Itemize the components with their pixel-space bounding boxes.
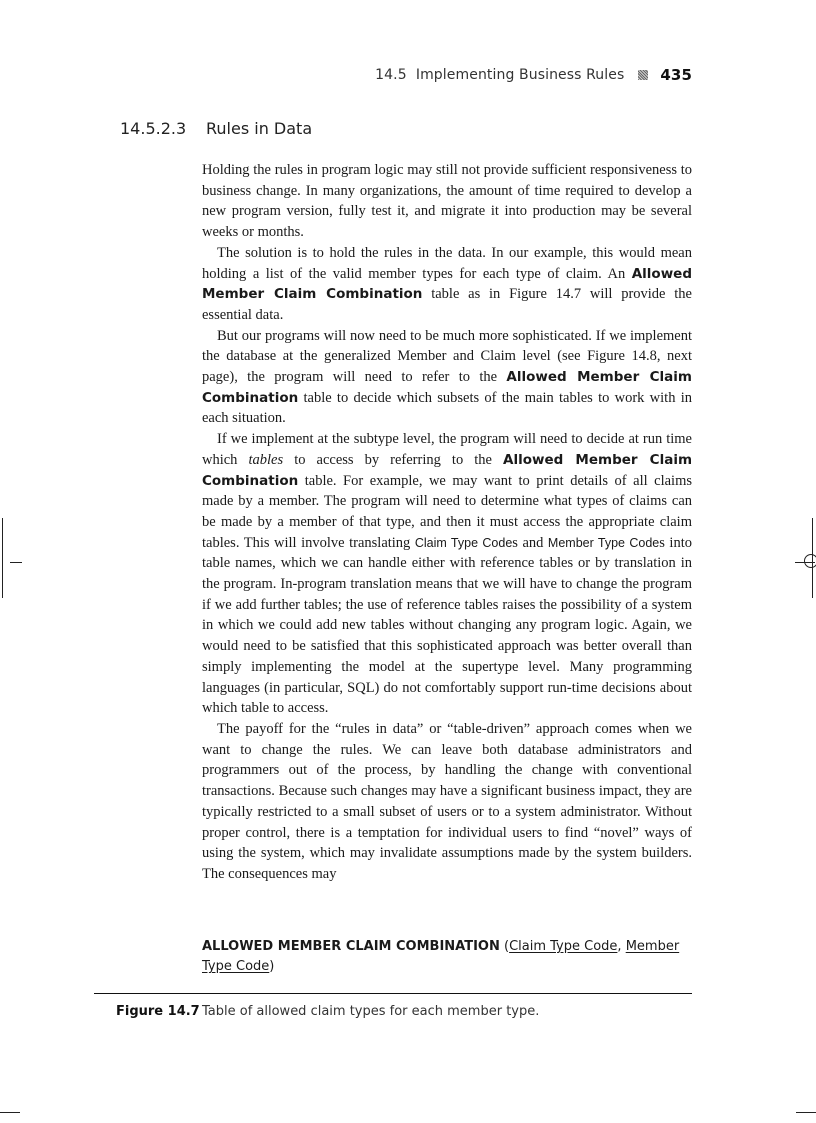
text-run: If we implement at the subtype level, the program will need to decide at run time which <box>202 431 692 468</box>
paragraph <box>202 719 692 885</box>
text-run: s into table names, which we can handle either with reference tables or by translation in the program. In-program translation means that we will have to change the program if we add further tables; the use of reference tables raises the possibility of a system in which we could add new tables without changing any program logic. Again, we would need to be satisfied that this sophisticated approach was better overall than simply implementing the model at the supertype level. Many programming languages (in particular, SQL) do not comfortably support run-time decisions about which table to access. <box>202 534 692 717</box>
running-head-section: 14.5 <box>375 67 407 83</box>
hatched-square-icon <box>638 70 648 80</box>
text-run: table. For example, we may want to print details of all claims made by a member. The program will need to determine what types of claims can be made by a member of that type, and then it must access the appropriate claim tables. This will involve translating <box>202 472 692 551</box>
section-title: Rules in Data <box>206 119 313 138</box>
text-run: table to decide which subsets of the main tables to work with in each situation. <box>202 389 692 427</box>
crop-mark-left <box>2 518 3 598</box>
bold-term: Allowed Member Claim Combination <box>202 451 693 489</box>
bold-term: Allowed Member Claim Combination <box>202 369 692 406</box>
paragraph <box>202 160 692 243</box>
crop-mark-bottom-left <box>0 1112 20 1113</box>
body-text <box>202 160 692 885</box>
paragraph <box>202 243 692 326</box>
crop-mark-left-tick <box>10 562 22 563</box>
figure-caption <box>116 1004 539 1019</box>
bold-term: Allowed Member Claim Combination <box>202 265 692 303</box>
attribute-claim-type-code: Claim Type Code <box>509 939 618 954</box>
text-run: to access by referring to the <box>283 451 504 468</box>
text-run: The payoff for the “rules in data” or “table-driven” approach comes when we want to change the rules. We can leave both database administrators and programmers out of the process, by handling the change with conventional transactions. Because such changes may have a significant business impact, they are typically restricted to a small subset of users or to a system administrator. Without proper control, there is a temptation for individual users to find “novel” ways of using the system, which may invalidate assumptions made by the system builders. The consequences may <box>202 720 692 882</box>
text-run: Holding the rules in program logic may still not provide sufficient responsiveness to business change. In many organizations, the amount of time required to develop a new program version, fully test it, and migrate it into production may be several weeks or months. <box>202 162 692 241</box>
text-run: The solution is to hold the rules in the data. In our example, this would mean holding a list of the valid member types for each type of claim. An <box>202 244 692 282</box>
running-head-title: Implementing Business Rules <box>415 67 625 83</box>
registration-circle <box>804 554 816 568</box>
figure-caption-text: Table of allowed claim types for each member type. <box>202 1004 540 1019</box>
text-run: s and <box>512 534 548 551</box>
paragraph <box>202 429 692 719</box>
crop-mark-bottom-right <box>796 1112 816 1113</box>
text-run: But our programs will now need to be much more sophisticated. If we implement the database at the generalized Member and Claim level (see Figure 14.8, next page), the program will need to refer to the <box>202 327 692 386</box>
figure-rule <box>94 993 692 994</box>
text-run: table as in Figure 14.7 will provide the essential data. <box>202 286 692 323</box>
attribute-member-type-code: Member Type Code <box>202 939 680 974</box>
section-number: 14.5.2.3 <box>120 119 187 138</box>
field-name: Claim Type Code <box>414 535 513 550</box>
section-heading <box>120 119 312 138</box>
running-head <box>375 66 692 84</box>
paragraph <box>202 326 692 430</box>
figure-label: Figure 14.7 <box>116 1004 200 1019</box>
entity-definition: ALLOWED MEMBER CLAIM COMBINATION (Claim Type Code, Member Type Code) <box>202 939 680 974</box>
entity-name: ALLOWED MEMBER CLAIM COMBINATION <box>202 939 500 954</box>
page-number: 435 <box>660 66 692 84</box>
emphasis: tables <box>248 451 284 468</box>
field-name: Member Type Code <box>547 535 660 550</box>
